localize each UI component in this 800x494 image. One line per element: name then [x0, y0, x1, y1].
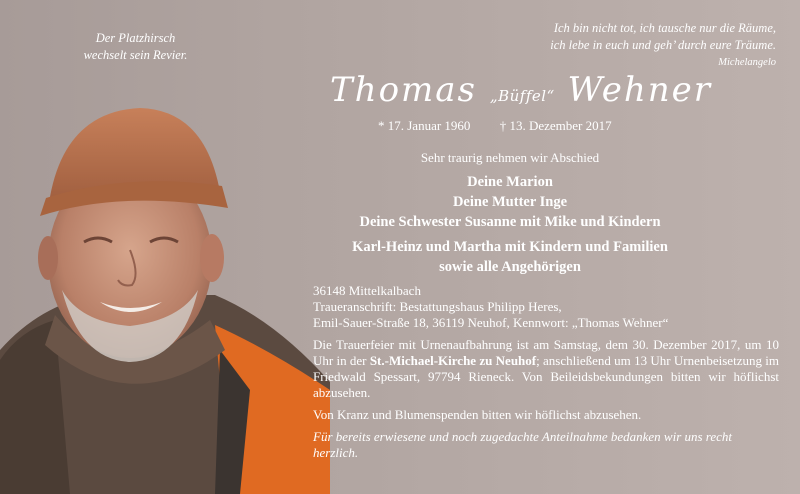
thanks-note: Für bereits erwiesene und noch zugedachte Anteilnahme bedanken wir uns recht herzlich.: [313, 429, 733, 460]
mourner-line: Karl-Heinz und Martha mit Kindern und Familien: [352, 239, 668, 255]
quote-right-line-1: Ich bin nicht tot, ich tausche nur die Räume,: [553, 21, 776, 35]
deceased-name: [330, 70, 713, 110]
last-name: Wehner: [567, 70, 713, 110]
mourner-line: Deine Schwester Susanne mit Mike und Kindern: [359, 214, 661, 230]
place: 36148 Mittelkalbach: [313, 283, 421, 298]
ceremony-post: ; anschließend um 13 Uhr Urnenbeisetzung im Friedwald Spessart, 97794 Rieneck. Von Beileidsbekundungen bitten wir höflichst abzusehen.: [313, 353, 779, 400]
platzhirsch-quote: [48, 30, 223, 64]
address-line-2: Emil-Sauer-Straße 18, 36119 Neuhof, Kennwort: „Thomas Wehner“: [313, 315, 669, 330]
flowers-note: Von Kranz und Blumenspenden bitten wir höflichst abzusehen.: [313, 407, 642, 422]
address-line-1: Traueranschrift: Bestattungshaus Philipp Heres,: [313, 299, 562, 314]
quote-left-line-2: wechselt sein Revier.: [83, 48, 188, 62]
mourner-line: Deine Marion: [467, 174, 553, 190]
mourner-line: Deine Mutter Inge: [452, 194, 568, 210]
portrait-photo: [0, 90, 330, 494]
mourner-line: sowie alle Angehörigen: [439, 259, 581, 275]
michelangelo-quote: [416, 20, 776, 71]
mourners-intro: Sehr traurig nehmen wir Abschied: [420, 150, 600, 165]
death-date: † 13. Dezember 2017: [499, 118, 612, 133]
ceremony-pre: Die Trauerfeier mit Urnenaufbahrung ist am Samstag, dem 30. Dezember 2017, um 10 Uhr in der: [313, 337, 779, 368]
notice-details: [313, 283, 779, 461]
first-name: Thomas: [330, 70, 478, 110]
birth-date: * 17. Januar 1960: [378, 118, 471, 133]
quote-right-line-2: ich lebe in euch und geh’ durch eure Träume.: [550, 38, 776, 52]
church-name: St.-Michael-Kirche zu Neuhof: [369, 353, 537, 368]
quote-author: Michelangelo: [718, 57, 776, 68]
nickname: „Büffel“: [489, 87, 555, 105]
quote-left-line-1: Der Platzhirsch: [95, 31, 176, 45]
life-dates: [378, 118, 698, 134]
mourners-block: [340, 150, 680, 277]
ceremony-text: [313, 337, 779, 401]
